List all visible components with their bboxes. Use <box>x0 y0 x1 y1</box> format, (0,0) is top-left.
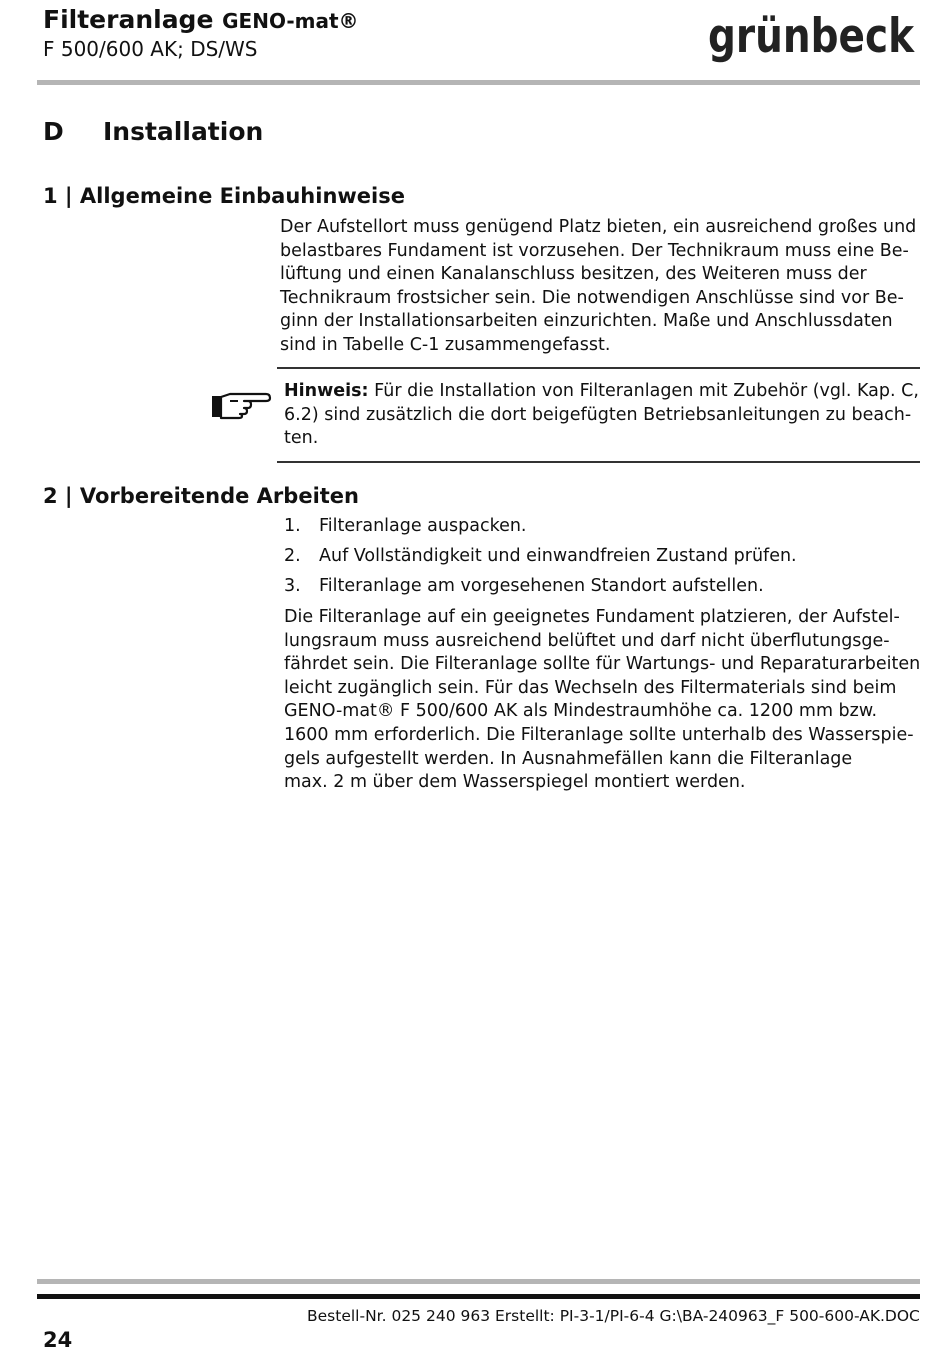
paragraph-line: belastbares Fundament ist vorzusehen. Der Technikraum muss eine Be- <box>280 240 909 261</box>
note-text <box>284 380 919 451</box>
paragraph-line: fährdet sein. Die Filteranlage sollte für Wartungs- und Reparaturarbeiten <box>284 654 921 675</box>
footer-black-rule <box>37 1294 920 1299</box>
document-title <box>43 5 359 34</box>
header-rule <box>37 80 920 85</box>
title-product: GENO-mat® <box>222 9 359 33</box>
note-line: Hinweis: Für die Installation von Filteranlagen mit Zubehör (vgl. Kap. C, <box>284 381 919 401</box>
paragraph-line: gels aufgestellt werden. In Ausnahmefällen kann die Filteranlage <box>284 748 853 769</box>
note-line: 6.2) sind zusätzlich die dort beigefügten Betriebsanleitungen zu beach- <box>284 404 912 425</box>
gruenbeck-logo <box>706 4 918 70</box>
chapter-title: Installation <box>103 117 264 146</box>
footer-gray-rule <box>37 1279 920 1284</box>
paragraph-line: Die Filteranlage auf ein geeignetes Fundament platzieren, der Aufstel- <box>284 607 900 627</box>
note-line: ten. <box>284 428 319 449</box>
logo-wordmark: grünbeck <box>708 9 916 64</box>
list-item: 1. Filteranlage auspacken. <box>284 516 527 536</box>
chapter-letter: D <box>43 117 64 146</box>
footer-order-info: Bestell-Nr. 025 240 963 Erstellt: PI-3-1/PI-6-4 G:\BA-240963_F 500-600-AK.DOC <box>307 1307 920 1325</box>
note-bottom-rule <box>277 461 920 463</box>
list-item: 2. Auf Vollständigkeit und einwandfreien Zustand prüfen. <box>284 546 797 566</box>
pointing-hand-icon <box>210 388 272 420</box>
paragraph-line: Der Aufstellort muss genügend Platz bieten, ein ausreichend großes und <box>280 217 917 237</box>
paragraph-line: lungsraum muss ausreichend belüftet und darf nicht überflutungsge- <box>284 630 890 651</box>
paragraph-line: sind in Tabelle C-1 zusammengefasst. <box>280 334 611 355</box>
paragraph-line: max. 2 m über dem Wasserspiegel montiert werden. <box>284 772 746 793</box>
paragraph-line: 1600 mm erforderlich. Die Filteranlage sollte unterhalb des Wasserspie- <box>284 724 914 745</box>
paragraph-line: ginn der Installationsarbeiten einzurichten. Maße und Anschlussdaten <box>280 311 893 332</box>
paragraph-line: GENO-mat® F 500/600 AK als Mindestraumhöhe ca. 1200 mm bzw. <box>284 701 878 722</box>
note-label: Hinweis: <box>284 381 369 401</box>
title-main: Filteranlage <box>43 5 214 34</box>
section-heading-general-installation: 1 | Allgemeine Einbauhinweise <box>43 184 405 208</box>
list-item: 3. Filteranlage am vorgesehenen Standort aufstellen. <box>284 576 764 596</box>
section-heading-preparatory-work: 2 | Vorbereitende Arbeiten <box>43 484 359 508</box>
paragraph-line: Technikraum frostsicher sein. Die notwendigen Anschlüsse sind vor Be- <box>280 287 904 308</box>
note-top-rule <box>277 367 920 369</box>
section2-paragraph <box>284 606 920 795</box>
document-subtitle: F 500/600 AK; DS/WS <box>43 37 258 61</box>
paragraph-line: leicht zugänglich sein. Für das Wechseln des Filtermaterials sind beim <box>284 677 897 698</box>
paragraph-line: lüftung und einen Kanalanschluss besitzen, des Weiteren muss der <box>280 264 867 285</box>
page-number: 24 <box>43 1328 73 1352</box>
section1-paragraph <box>280 216 916 358</box>
